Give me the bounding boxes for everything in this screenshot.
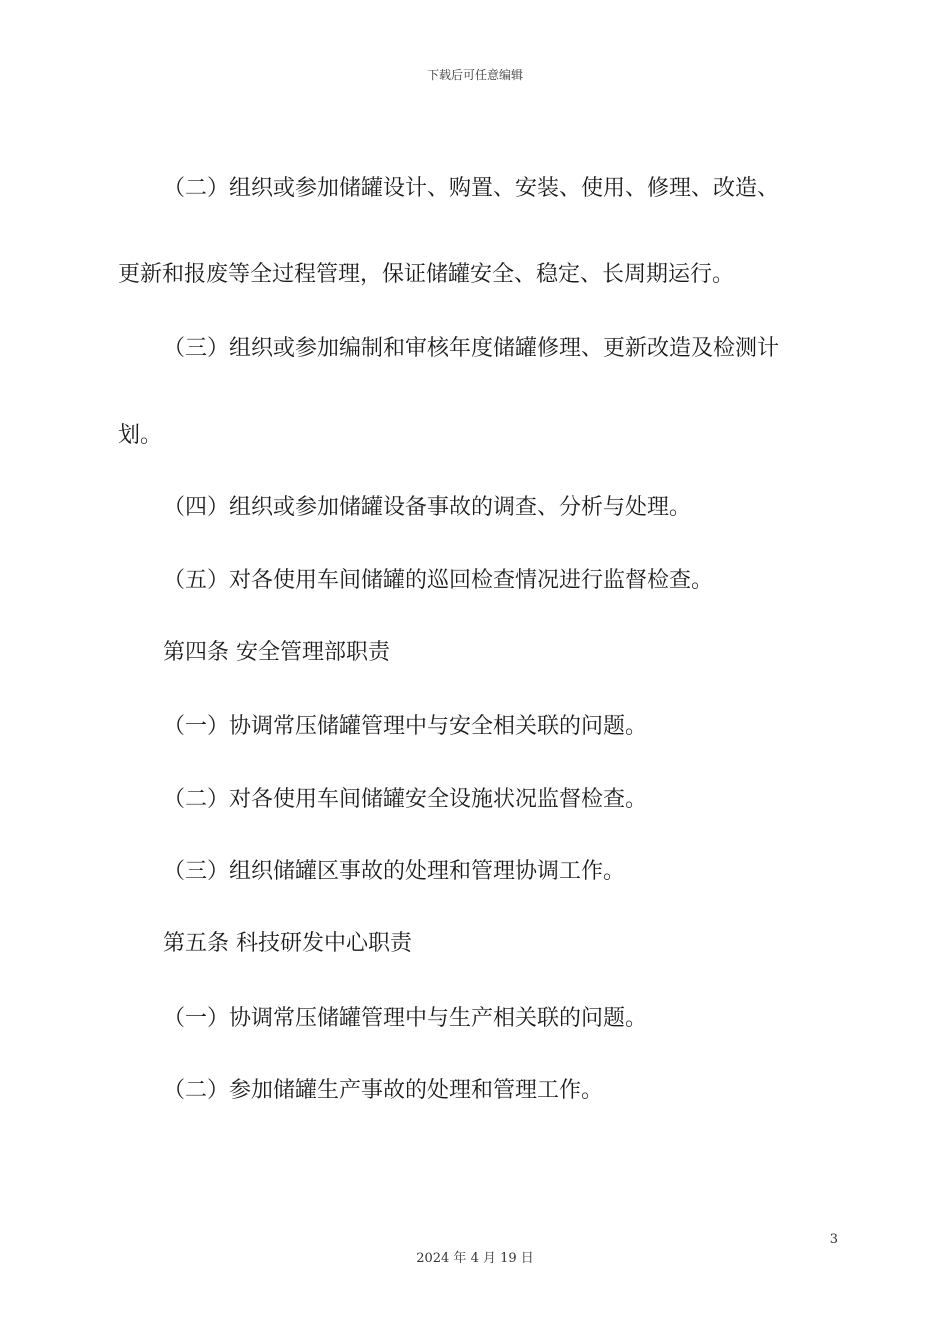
paragraph-line: （四）组织或参加储罐设备事故的调查、分析与处理。 [163, 495, 692, 520]
paragraph-line: （一）协调常压储罐管理中与安全相关联的问题。 [163, 714, 648, 739]
page-header: 下载后可任意编辑 [426, 68, 523, 82]
article-heading: 第五条 科技研发中心职责 [163, 931, 412, 956]
paragraph-line: （三）组织或参加编制和审核年度储罐修理、更新改造及检测计 [163, 336, 780, 361]
paragraph-line: （三）组织储罐区事故的处理和管理协调工作。 [163, 859, 626, 884]
paragraph-line: 更新和报废等全过程管理，保证储罐安全、稳定、长周期运行。 [118, 262, 735, 287]
page-number: 3 [829, 1232, 838, 1247]
paragraph-line: 划。 [118, 423, 163, 448]
article-heading: 第四条 安全管理部职责 [163, 640, 390, 665]
paragraph-line: （二）参加储罐生产事故的处理和管理工作。 [163, 1078, 604, 1103]
footer-date: 2024 年 4 月 19 日 [416, 1251, 534, 1266]
paragraph-line: （二）对各使用车间储罐安全设施状况监督检查。 [163, 787, 648, 812]
paragraph-line: （一）协调常压储罐管理中与生产相关联的问题。 [163, 1006, 648, 1031]
paragraph-line: （二）组织或参加储罐设计、购置、安装、使用、修理、改造、 [163, 176, 780, 201]
paragraph-line: （五）对各使用车间储罐的巡回检查情况进行监督检查。 [163, 568, 714, 593]
